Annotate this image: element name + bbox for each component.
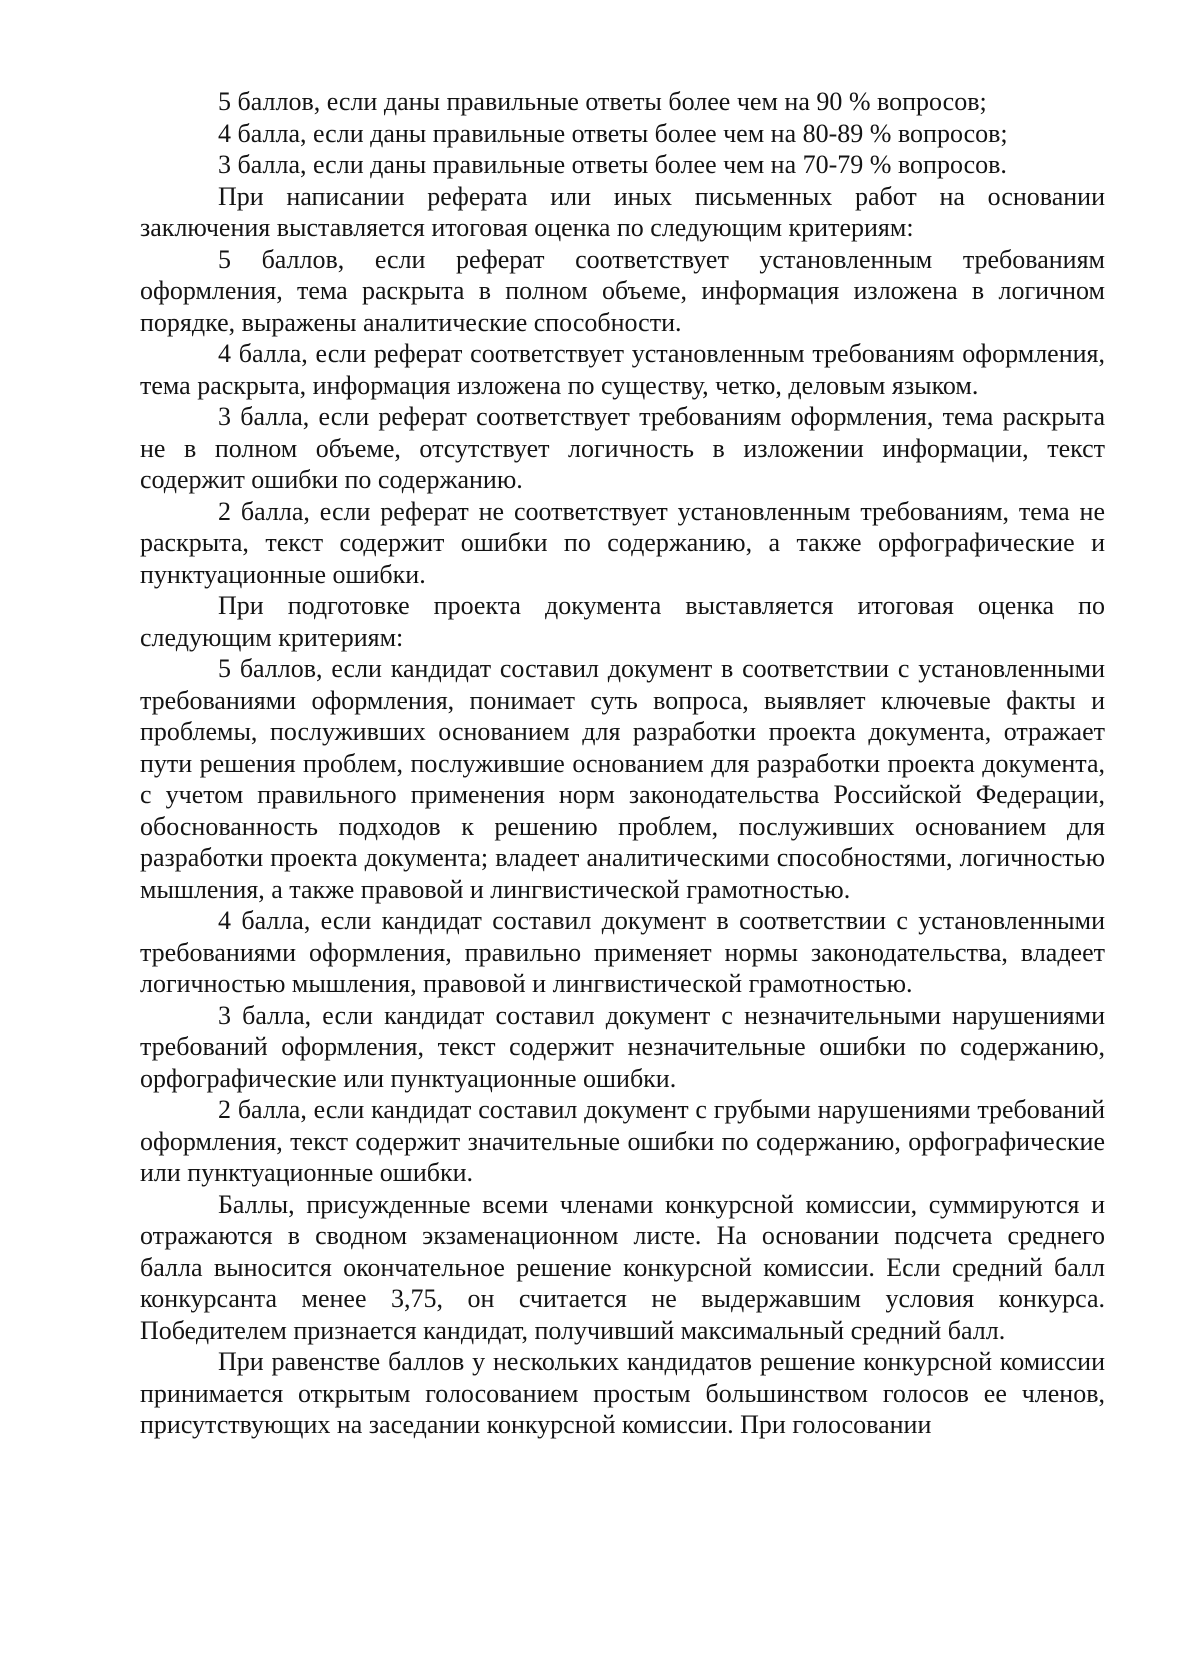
paragraph-project-score-4: 4 балла, если кандидат составил документ в соответствии с установленными требованиями оформления, правильно применяет нормы законодательства, владеет логичностью мышления, правовой и лингвистической грамотностью.	[140, 906, 1105, 998]
paragraph-score-5-test: 5 баллов, если даны правильные ответы более чем на 90 % вопросов;	[218, 87, 987, 116]
paragraph-score-summation: Баллы, присужденные всеми членами конкурсной комиссии, суммируются и отражаются в сводном экзаменационном листе. На основании подсчета среднего балла выносится окончательное решение конкурсной комиссии. Если средний балл конкурсанта менее 3,75, он считается не выдержавшим условия конкурса. Победителем признается кандидат, получивший максимальный средний балл.	[140, 1189, 1105, 1345]
paragraph-essay-criteria-intro: При написании реферата или иных письменных работ на основании заключения выставляется итоговая оценка по следующим критериям:	[140, 181, 1105, 242]
paragraph-essay-score-2: 2 балла, если реферат не соответствует установленным требованиям, тема не раскрыта, текст содержит ошибки по содержанию, а также орфографические и пунктуационные ошибки.	[140, 496, 1105, 589]
paragraph-essay-score-3: 3 балла, если реферат соответствует требованиям оформления, тема раскрыта не в полном объеме, отсутствует логичность в изложении информации, текст содержит ошибки по содержанию.	[140, 402, 1105, 494]
paragraph-project-criteria-intro: При подготовке проекта документа выставляется итоговая оценка по следующим критериям:	[140, 591, 1105, 652]
paragraph-project-score-5: 5 баллов, если кандидат составил документ в соответствии с установленными требованиями оформления, понимает суть вопроса, выявляет ключевые факты и проблемы, послуживших основанием для разработки проекта документа, отражает пути решения проблем, послужившие основанием для разработки проекта документа, с учетом правильного применения норм законодательства Российской Федерации, обоснованность подходов к решению проблем, послуживших основанием для разработки проекта документа; владеет аналитическими способностями, логичностью мышления, а также правовой и лингвистической грамотностью.	[140, 654, 1105, 904]
paragraph-tie-vote: При равенстве баллов у нескольких кандидатов решение конкурсной комиссии принимается открытым голосованием простым большинством голосов ее членов, присутствующих на заседании конкурсной комиссии. При голосовании	[140, 1347, 1105, 1439]
paragraph-score-3-test: 3 балла, если даны правильные ответы более чем на 70-79 % вопросов.	[218, 150, 1007, 179]
paragraph-essay-score-4: 4 балла, если реферат соответствует установленным требованиям оформления, тема раскрыта, информация изложена по существу, четко, деловым языком.	[140, 339, 1105, 400]
paragraph-project-score-3: 3 балла, если кандидат составил документ с незначительными нарушениями требований оформления, текст содержит незначительные ошибки по содержанию, орфографические или пунктуационные ошибки.	[140, 1000, 1105, 1093]
paragraph-essay-score-5: 5 баллов, если реферат соответствует установленным требованиям оформления, тема раскрыта в полном объеме, информация изложена в логичном порядке, выражены аналитические способности.	[140, 244, 1105, 337]
paragraph-score-4-test: 4 балла, если даны правильные ответы более чем на 80-89 % вопросов;	[218, 118, 1008, 148]
paragraph-project-score-2: 2 балла, если кандидат составил документ с грубыми нарушениями требований оформления, текст содержит значительные ошибки по содержанию, орфографические или пунктуационные ошибки.	[140, 1095, 1105, 1187]
document-body	[140, 86, 1105, 1441]
